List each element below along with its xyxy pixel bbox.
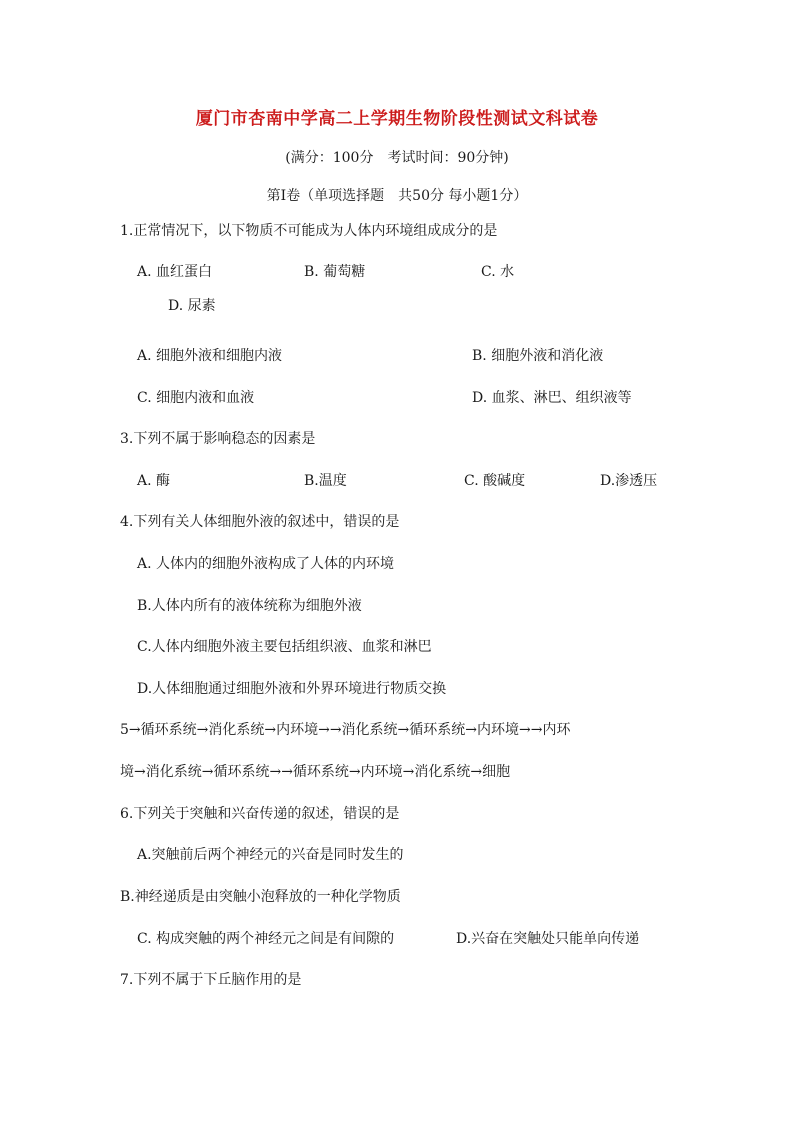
question-6-option-a: A.突触前后两个神经元的兴奋是同时发生的 bbox=[137, 847, 404, 863]
question-2-option-b: B. 细胞外液和消化液 bbox=[472, 348, 604, 364]
question-4-option-a: A. 人体内的细胞外液构成了人体的内环境 bbox=[137, 556, 395, 572]
question-1-option-b: B. 葡萄糖 bbox=[304, 264, 366, 280]
question-6-stem: 6.下列关于突触和兴奋传递的叙述，错误的是 bbox=[120, 806, 400, 822]
question-5-line-2: 境→消化系统→循环系统→→循环系统→内环境→消化系统→细胞 bbox=[120, 764, 511, 780]
question-3-option-a: A. 酶 bbox=[137, 473, 171, 489]
question-4-option-b: B.人体内所有的液体统称为细胞外液 bbox=[137, 598, 362, 614]
question-3-option-c: C. 酸碱度 bbox=[464, 473, 526, 489]
question-6-option-d: D.兴奋在突触处只能单向传递 bbox=[456, 931, 640, 947]
section-heading: 第Ⅰ卷（单项选择题 共50分 每小题1分） bbox=[266, 188, 528, 204]
question-2-option-c: C. 细胞内液和血液 bbox=[137, 390, 255, 406]
question-1-option-c: C. 水 bbox=[481, 264, 515, 280]
question-4-option-d: D.人体细胞通过细胞外液和外界环境进行物质交换 bbox=[137, 681, 447, 697]
question-1-stem: 1.正常情况下，以下物质不可能成为人体内环境组成成分的是 bbox=[120, 223, 498, 239]
exam-subtitle: (满分：100分 考试时间：90分钟) bbox=[285, 150, 509, 166]
question-7-stem: 7.下列不属于下丘脑作用的是 bbox=[120, 972, 302, 988]
question-1-option-a: A. 血红蛋白 bbox=[137, 264, 213, 280]
question-2-option-a: A. 细胞外液和细胞内液 bbox=[137, 348, 283, 364]
question-3-option-b: B.温度 bbox=[304, 473, 347, 489]
question-6-option-c: C. 构成突触的两个神经元之间是有间隙的 bbox=[137, 931, 395, 947]
question-2-option-d: D. 血浆、淋巴、组织液等 bbox=[472, 390, 632, 406]
question-6-option-b: B.神经递质是由突触小泡释放的一种化学物质 bbox=[120, 889, 401, 905]
question-4-stem: 4.下列有关人体细胞外液的叙述中，错误的是 bbox=[120, 514, 400, 530]
question-4-option-c: C.人体内细胞外液主要包括组织液、血浆和淋巴 bbox=[137, 639, 432, 655]
exam-title: 厦门市杏南中学高二上学期生物阶段性测试文科试卷 bbox=[195, 109, 599, 129]
question-3-stem: 3.下列不属于影响稳态的因素是 bbox=[120, 431, 316, 447]
question-1-option-d: D. 尿素 bbox=[168, 298, 216, 314]
question-3-option-d: D.渗透压 bbox=[600, 473, 658, 489]
question-5-line-1: 5→循环系统→消化系统→内环境→→消化系统→循环系统→内环境→→内环 bbox=[120, 722, 571, 738]
